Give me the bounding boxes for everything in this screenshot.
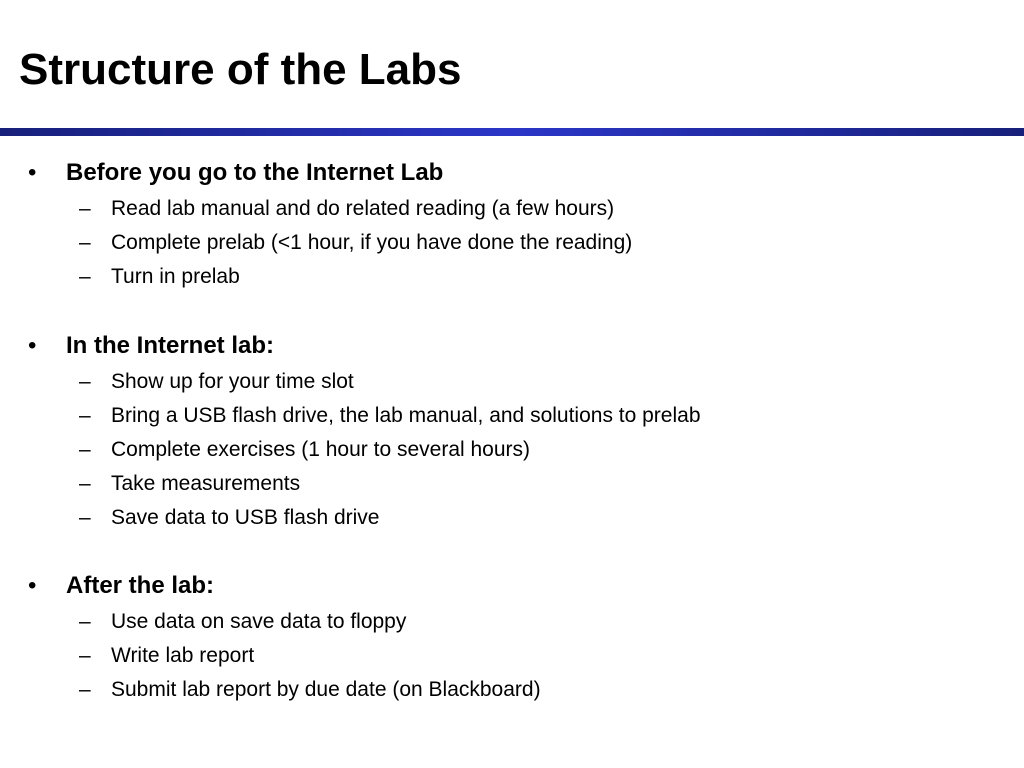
dash-marker: – (79, 644, 91, 667)
slide-title: Structure of the Labs (19, 45, 462, 94)
list-item-text: Turn in prelab (111, 265, 240, 288)
dash-marker: – (79, 265, 91, 288)
list-item-text: Complete exercises (1 hour to several hours) (111, 438, 531, 461)
list-item-text: Bring a USB flash drive, the lab manual, and solutions to prelab (111, 404, 701, 427)
dash-marker: – (79, 678, 91, 701)
dash-marker: – (79, 438, 91, 461)
dash-marker: – (79, 506, 91, 529)
list-item-text: Write lab report (111, 644, 255, 667)
dash-marker: – (79, 370, 91, 393)
title-divider (0, 128, 1024, 136)
bullet-marker: • (28, 159, 37, 186)
list-item-text: Show up for your time slot (111, 370, 354, 393)
list-item-text: Take measurements (111, 472, 301, 495)
dash-marker: – (79, 472, 91, 495)
dash-marker: – (79, 231, 91, 254)
list-item-text: Submit lab report by due date (on Blackboard) (111, 678, 541, 701)
list-item-text: Use data on save data to floppy (111, 610, 407, 633)
list-item-text: Read lab manual and do related reading (a few hours) (111, 197, 615, 220)
list-item-text: Complete prelab (<1 hour, if you have done the reading) (111, 231, 633, 254)
list-item-text: Save data to USB flash drive (111, 506, 380, 529)
bullet-marker: • (28, 332, 37, 359)
section-heading-text: Before you go to the Internet Lab (66, 159, 444, 186)
dash-marker: – (79, 610, 91, 633)
bullet-marker: • (28, 572, 37, 599)
section-heading-text: After the lab: (66, 572, 215, 599)
dash-marker: – (79, 197, 91, 220)
section-heading-text: In the Internet lab: (66, 332, 275, 359)
dash-marker: – (79, 404, 91, 427)
